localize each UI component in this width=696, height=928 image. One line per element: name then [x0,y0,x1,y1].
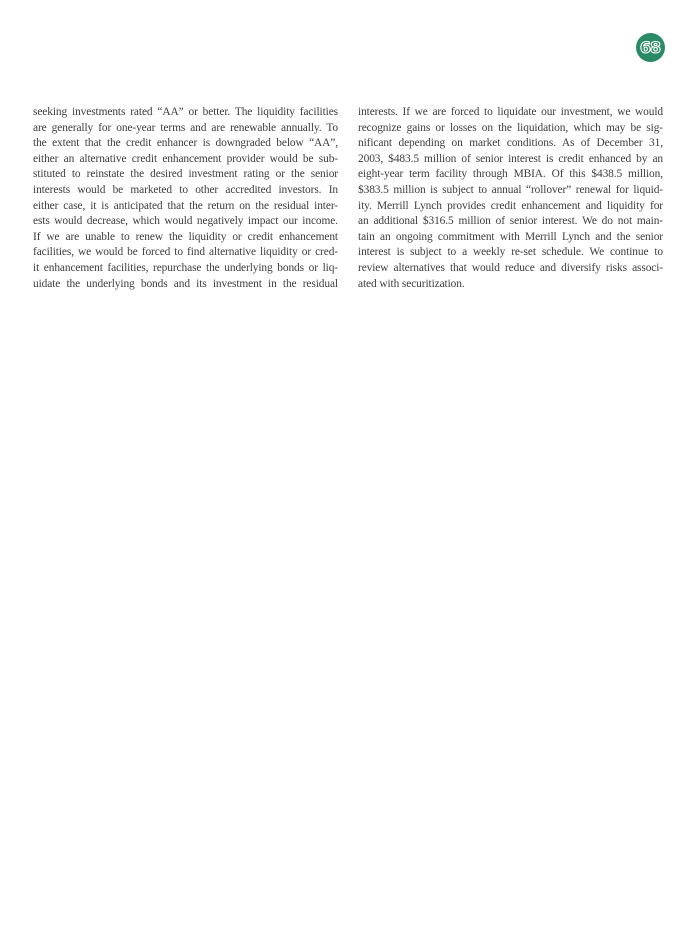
text-line: it enhancement facilities, repurchase the underlying bonds or liq- [33,261,338,274]
text-line: either an alternative credit enhancement provider would be sub- [33,152,338,165]
text-line: If we are unable to renew the liquidity or credit enhancement [33,230,338,243]
text-line: interests. If we are forced to liquidate our investment, we would [358,106,663,118]
text-line: stituted to reinstate the desired investment rating or the senior [33,168,338,181]
text-line: interest is subject to a weekly re-set schedule. We continue to [358,246,663,259]
text-line: either case, it is anticipated that the return on the residual inter- [33,199,338,212]
text-line: 2003, $483.5 million of senior interest is credit enhanced by an [358,152,663,165]
text-line: seeking investments rated “AA” or better. The liquidity facilities [33,106,338,118]
text-columns [33,105,663,292]
text-line: ests would decrease, which would negatively impact our income. [33,215,338,228]
text-column-right [358,105,663,292]
text-line: tain an ongoing commitment with Merrill Lynch and the senior [358,230,663,243]
text-column-left [33,105,338,292]
page-number: 68 [639,37,661,57]
text-line: review alternatives that would reduce and diversify risks associ- [358,261,663,274]
text-line: ated with securitization. [358,277,465,290]
text-line: are generally for one-year terms and are renewable annually. To [33,121,338,134]
text-line: nificant depending on market conditions. As of December 31, [358,137,663,150]
page-number-badge [636,33,665,62]
text-line: eight-year term facility through MBIA. Of this $438.5 million, [358,168,663,181]
text-line: recognize gains or losses on the liquidation, which may be sig- [358,121,663,134]
text-line: facilities, we would be forced to find alternative liquidity or cred- [33,246,338,259]
text-line: an additional $316.5 million of senior interest. We do not main- [358,215,663,228]
text-line: $383.5 million is subject to annual “rollover” renewal for liquid- [358,183,663,196]
text-line: the extent that the credit enhancer is downgraded below “AA”, [33,137,338,150]
text-line: interests would be marketed to other accredited investors. In [33,183,338,196]
text-line: ity. Merrill Lynch provides credit enhancement and liquidity for [358,199,663,212]
text-line: uidate the underlying bonds and its investment in the residual [33,277,338,290]
